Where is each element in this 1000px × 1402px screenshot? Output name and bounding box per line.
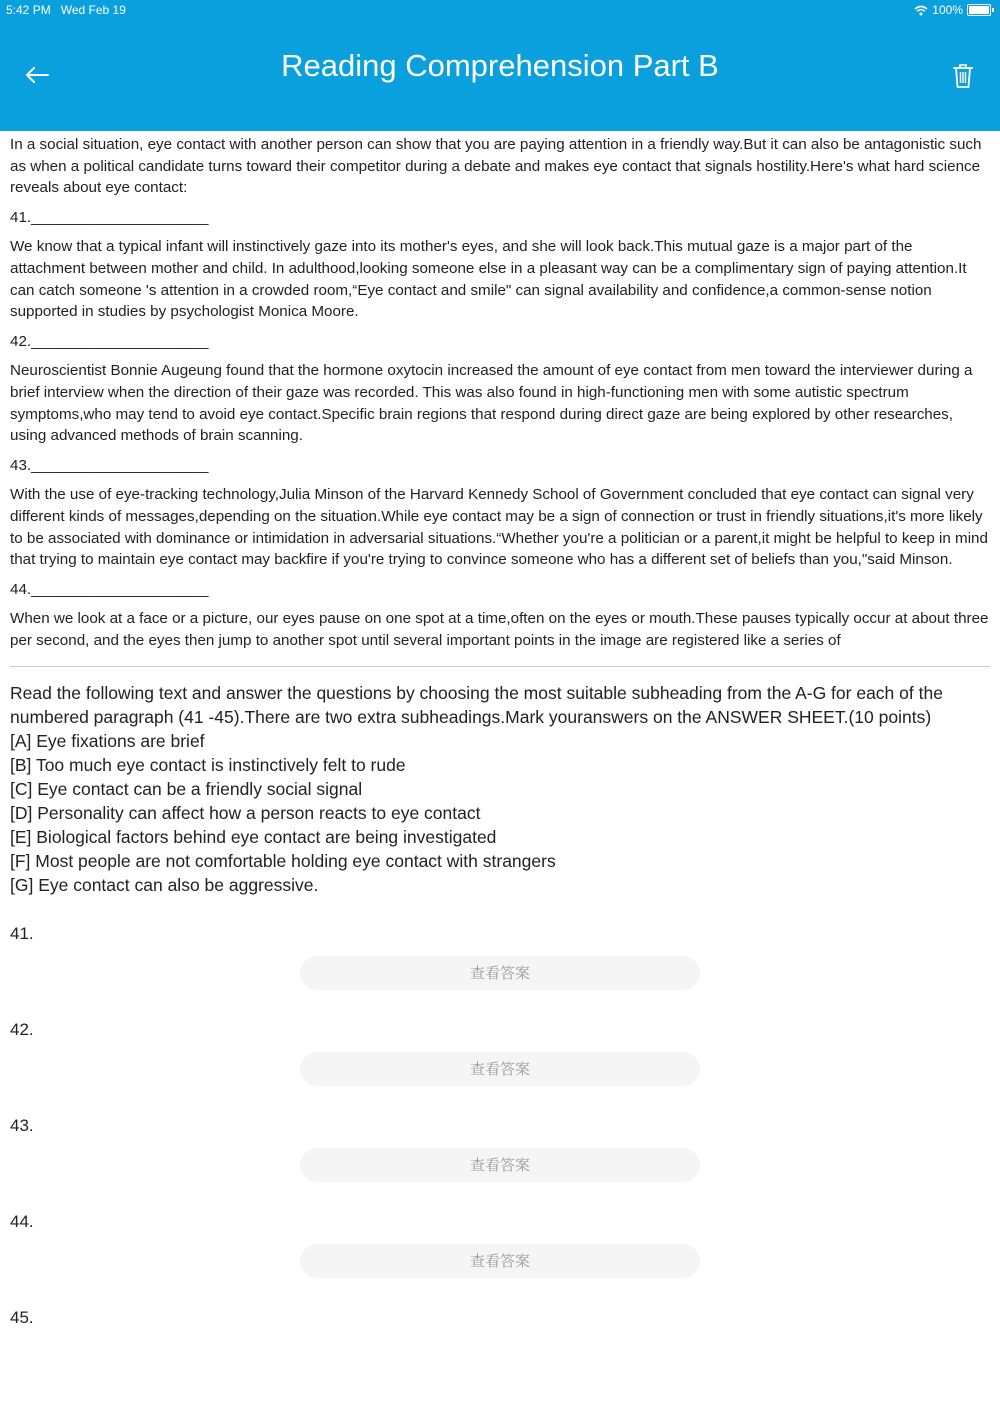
- passage-intro: In a social situation, eye contact with another person can show that you are paying attention in a friendly way.But it can also be antagonistic such as when a political candidate turns toward their competitor during a debate and makes eye contact that signals hostility.Here's what hard science reveals about eye contact:: [10, 136, 982, 197]
- instructions-text: Read the following text and answer the questions by choosing the most suitable subheading from the A-G for each of the numbered paragraph (41 -45).There are two extra subheadings.Mark youranswers on the ANSWER SHEET.(10 points): [10, 683, 943, 727]
- battery-percent: 100%: [932, 3, 963, 17]
- trash-icon: [950, 62, 976, 90]
- status-right: [914, 3, 994, 17]
- passage-scroll-area[interactable]: [10, 134, 990, 667]
- answers-list: [0, 922, 1000, 1402]
- answer-number: 43.: [10, 1116, 34, 1135]
- delete-button[interactable]: [950, 62, 976, 90]
- option-b: [B] Too much eye contact is instinctively felt to rude: [10, 755, 406, 775]
- view-answer-button[interactable]: 查看答案: [300, 1052, 700, 1086]
- answer-item-44: [0, 1210, 1000, 1306]
- view-answer-button[interactable]: 查看答案: [300, 1244, 700, 1278]
- wifi-icon: [914, 5, 928, 16]
- instructions: [10, 681, 990, 897]
- option-a: [A] Eye fixations are brief: [10, 731, 205, 751]
- status-date: Wed Feb 19: [60, 3, 126, 17]
- option-g: [G] Eye contact can also be aggressive.: [10, 875, 319, 895]
- answer-item-45: [0, 1306, 1000, 1402]
- blank-44: 44._____________________: [10, 580, 209, 598]
- answer-number: 41.: [10, 924, 34, 943]
- answer-number: 44.: [10, 1212, 34, 1231]
- passage-paragraph-41: We know that a typical infant will instinctively gaze into its mother's eyes, and she will look back.This mutual gaze is a major part of the attachment between mother and child. In adulthood,looking someone else in a pleasant way can be a complimentary sign of paying attention.It can catch someone 's attention in a crowded room,“Eye contact and smile" can signal availability and confidence,a common-sense notion supported in studies by psychologist Monica Moore.: [10, 238, 967, 321]
- passage-paragraph-42: Neuroscientist Bonnie Augeung found that the hormone oxytocin increased the amount of eye contact from men toward the interviewer during a brief interview when the direction of their gaze was recorded. This was also found in high-functioning men with some autistic spectrum symptoms,who may tend to avoid eye contact.Specific brain regions that respond during direct gaze are being explored by other researches, using advanced methods of brain scanning.: [10, 362, 973, 445]
- page-title: Reading Comprehension Part B: [281, 48, 719, 83]
- answer-item-41: [0, 922, 1000, 1018]
- option-d: [D] Personality can affect how a person reacts to eye contact: [10, 803, 481, 823]
- passage-paragraph-44: When we look at a face or a picture, our eyes pause on one spot at a time,often on the eyes or mouth.These pauses typically occur at about three per second, and the eyes then jump to another spot until several important points in the image are registered like a series of: [10, 610, 989, 649]
- battery-tip: [992, 8, 994, 12]
- divider: [10, 666, 990, 667]
- option-f: [F] Most people are not comfortable holding eye contact with strangers: [10, 851, 556, 871]
- status-bar: [0, 0, 1000, 20]
- answer-item-43: [0, 1114, 1000, 1210]
- option-c: [C] Eye contact can be a friendly social signal: [10, 779, 363, 799]
- status-clock: 5:42 PM: [6, 3, 51, 17]
- blank-41: 41._____________________: [10, 208, 209, 226]
- battery-icon: [967, 4, 991, 16]
- answer-item-42: [0, 1018, 1000, 1114]
- answer-number: 45.: [10, 1308, 34, 1327]
- blank-42: 42._____________________: [10, 332, 209, 350]
- blank-43: 43._____________________: [10, 456, 209, 474]
- passage-paragraph-43: With the use of eye-tracking technology,Julia Minson of the Harvard Kennedy School of Government concluded that eye contact can signal very different kinds of messages,depending on the situation.While eye contact may be a sign of connection or trust in friendly situations,it's more likely to be associated with dominance or intimidation in adversarial situations.“Whether you're a politician or a parent,it might be helpful to keep in mind that trying to maintain eye contact may backfire if you're trying to convince someone who has a different set of beliefs than you,"said Minson.: [10, 486, 988, 569]
- options-list: [10, 729, 990, 897]
- header-bar: [0, 0, 1000, 131]
- status-time: [6, 3, 126, 17]
- answer-number: 42.: [10, 1020, 34, 1039]
- option-e: [E] Biological factors behind eye contact are being investigated: [10, 827, 497, 847]
- view-answer-button[interactable]: 查看答案: [300, 1148, 700, 1182]
- view-answer-button[interactable]: 查看答案: [300, 956, 700, 990]
